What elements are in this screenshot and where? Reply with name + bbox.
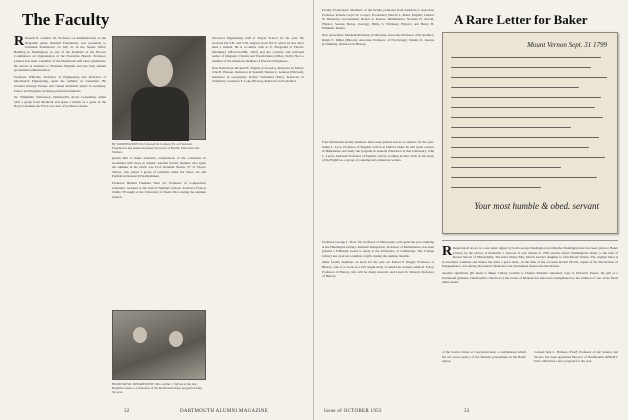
professor-photo xyxy=(112,36,206,140)
left-column-1 xyxy=(14,36,106,396)
person-face xyxy=(133,327,147,343)
section-title: A Rare Letter for Baker xyxy=(454,12,588,27)
music-photo xyxy=(112,310,206,380)
handwriting-line xyxy=(451,147,589,148)
article-text: Electrical Engineering staff at Thayer School for the year. He received his S.B. and S.M. degrees from M.I.T. where he has since been a student. He is co-author with A. E. Fitzgerald of Electric Machinery (McGraw-Hill, 1952) and the coeditor and principal author of Magnetic Circuits and Transformers (Wiley, 1943). He is a member of the American Institute of Electrical Engineers. xyxy=(212,36,304,63)
article-text: Russell R. Larmon '19, Professor of Administration on the Benjamin Ames Kimball Foundation, was presented to President Eisenhower on July 21 in the Senate Office Building in Washington, as one of ten members of the Hoover Commission on Organization of the Executive Branch. Professor Larmon has been a member of the Dartmouth staff since graduation. He served as assistant to President Hopkins and has long studied government administration. xyxy=(14,36,106,73)
handwriting-line xyxy=(451,67,591,68)
handwriting-line xyxy=(451,127,571,128)
handwriting-line xyxy=(451,157,605,158)
article-text: Colonel Jack C. Hobson, USAF, Professor of Air Science and Tactics, has been appointed Director of Dartmouth's AFROTC Unit, which has a new program for the year. xyxy=(534,350,618,364)
letter-article-continued xyxy=(442,350,526,400)
article-text: Another significant gift made to Baker Library recently is Charles Dickens' annotated copy of Pickwick Papers, the gift of a Dartmouth graduate. Dartmouth's collection of the works of Dickens has thus been strengthened by the addition of one of the finest items extant. xyxy=(442,270,618,285)
washington-letter-image xyxy=(442,32,618,234)
article-text: Other faculty members on leave for the year are Robert E. Riegel, Professor of History, who is at work on a full length study of American women; Allen R. Foley, Professor of History, who will be doing research; and Lewis D. Stilwell, Professor of History. xyxy=(322,260,434,279)
rotc-article xyxy=(534,350,618,400)
divider xyxy=(442,240,618,241)
handwriting-line xyxy=(451,167,561,168)
drop-cap: R xyxy=(442,246,453,259)
article-text: permit him to make extensive comparisons of the conditions in Greenland with those in Alaska. Another faculty member who spent the summer in the North was Prof. Kenneth Stearns '37 of Thayer School, who joined a group of scientists under the Snow, Ice and Permafrost Research Establishment. xyxy=(112,156,206,179)
article-text: Dr. Vilhjalmur Stefansson, Dartmouth's Arctic Consultant, sailed with a group from Montreal and spent a month as a guest of the Royal Canadian Air Force on a tour of northern Canada. xyxy=(14,95,106,109)
article-text: Faculty Promotions: Members of the faculty promoted from Assistant to Associate Professor include Lloyd W. Cooper, Economics; Harold L. Bond, English; Charles W. Hennessy, Government; Robert A. Kearns, Mathematics; Norman D. Arnold, Physics; Stearns Morse, Zoology; Philip S. Wittlesey, Physics; and Henry B. Williams, Drama. xyxy=(322,8,434,31)
handwriting-line xyxy=(451,187,541,188)
article-text: Four Dartmouth faculty members have been granted leaves of absence for the year. Julian L. Levy, Professor of English, will be at Oxford where he will teach courses in Humanities and study the program in General Education at that University. John L. Lewis, Assistant Professor of English, will be working in New York on his study of the Fugitives, a group of contemporary American writers. xyxy=(322,140,434,163)
drop-cap: R xyxy=(14,36,25,49)
issue-label: Issue of OCTOBER 1953 xyxy=(324,409,382,414)
article-text: Reproduced above is a rare letter signed by both George Washington and Martha Washington that has been given to Baker Library by the widow of Frederick J. Atwood. It was written in 1799, shortly before Washington's death, to the wife of Robert Morris of Philadelphia. The letter invites Mrs. Morris and her daughter to visit Mount Vernon. The original letter is in excellent condition and makes the letter a great rarity. At the time of the occasion Robert Morris, signer of the Declaration of Independence, was among the nation's financiers who had helped finance the Revolution. xyxy=(442,246,618,269)
article-text: New Instructors: Richard E. Wagner (Colorado), Instructor in Music; John B. Hanson, Instructor in Spanish; Dennis C. Gannon (Harvard), Instructor in Geography; Robert Strickland (Yale), Instructor in Chemistry; Laurence E. Lake (Brown), Instructor in Economics. xyxy=(212,65,304,84)
handwriting-line xyxy=(451,107,595,108)
handwriting-line xyxy=(451,117,603,118)
handwriting-line xyxy=(451,77,607,78)
handwriting-line xyxy=(451,87,579,88)
page-title: The Faculty xyxy=(22,10,110,29)
left-column-2 xyxy=(112,156,206,306)
letter-dateline: Mount Vernon Sept. 31 1799 xyxy=(527,41,607,49)
article-text: of the Soviet Union or Czechoslovakia; a combination which fits the recent policy of the Russian government in the Baltic region. xyxy=(442,350,526,364)
letter-signature: Your most humble & obed. servant xyxy=(474,201,599,211)
article-text: Professor George L. Frost '26, Professor of Philosophy, will spend the year studying at the Huntington Library. Kenneth Kirkpatrick, Professor of Mathematics, has been granted a Fulbright award to study at the University of Cambridge. The College Library has received a number of gifts during the summer months. xyxy=(322,240,434,258)
article-text: New Associates: Marshall Robinson (California), Associate Professor of Economics; Ralph E. Miller (Illinois), Associate Professor of Psychology; Dennis D. Kearns (Columbia), Instructor in History. xyxy=(322,32,434,47)
handwriting-line xyxy=(451,57,601,58)
handwriting-line xyxy=(451,137,599,138)
left-column-3 xyxy=(212,36,304,396)
letter-article xyxy=(442,246,618,344)
portrait-suit xyxy=(131,87,189,141)
right-page xyxy=(314,0,628,420)
right-column-1 xyxy=(322,8,434,136)
page-number: 32 xyxy=(124,409,130,414)
article-text: Professor Williams, Professor of Engineering and Professor of Mechanical Engineering, spent the summer as consultant. He traveled through Europe and visited industrial plants in Germany, France and England, studying production methods. xyxy=(14,74,106,93)
photo-caption: By WASHINGTON: Prof. Russell R. Larmon '19, as President Eisenhower has named Assistant Secretary of Health, Education and Welfare. xyxy=(112,142,200,155)
right-column-3 xyxy=(322,240,434,358)
handwriting-line xyxy=(451,177,597,178)
person-face xyxy=(169,331,183,347)
magazine-footer: DARTMOUTH ALUMNI MAGAZINE xyxy=(180,409,269,414)
right-column-2 xyxy=(322,140,434,236)
photo-caption: HOOD MUSIC DEPARTMENT: Mrs. Arthur J. Sylvan of the new Hopkins Center, a celebration of the Dartmouth music program during the year. xyxy=(112,382,202,395)
handwriting-line xyxy=(451,97,601,98)
portrait-face xyxy=(147,55,173,87)
article-text: Professor Herbert Faulkner West '22, Professor of Comparative Literature, lectured at the Oxford Summer School. Professor Francis Childs '28 taught at the University of Puerto Rico during the summer session. xyxy=(112,180,206,199)
page-number: 33 xyxy=(464,409,470,414)
